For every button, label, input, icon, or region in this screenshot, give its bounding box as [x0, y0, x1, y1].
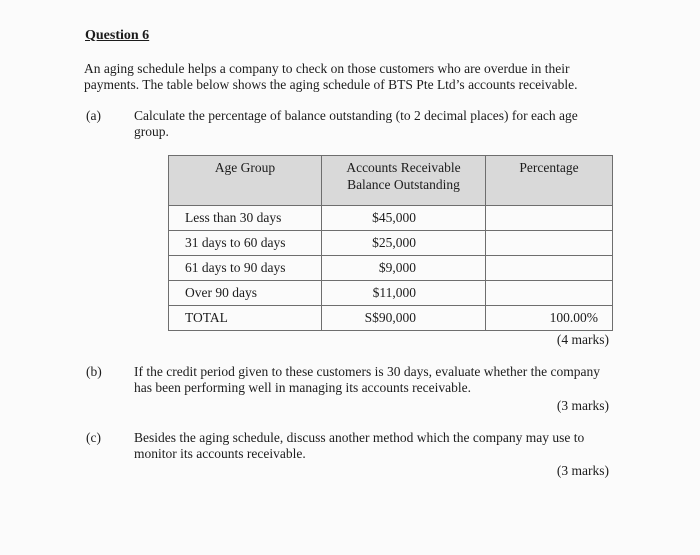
header-percentage: Percentage: [486, 156, 613, 206]
age-group-cell: 61 days to 90 days: [169, 256, 322, 281]
part-c-marks: (3 marks): [556, 463, 609, 478]
part-c-label: (c): [86, 430, 101, 445]
part-a-label: (a): [86, 108, 101, 123]
table-header-row: [169, 156, 613, 206]
table-row: [169, 281, 613, 306]
aging-schedule-table: [168, 155, 613, 331]
balance-cell: S$90,000: [322, 306, 486, 331]
age-group-cell: 31 days to 60 days: [169, 231, 322, 256]
part-b-label: (b): [86, 364, 102, 379]
percentage-cell: [486, 281, 613, 306]
table-row: [169, 231, 613, 256]
part-b-marks: (3 marks): [556, 398, 609, 413]
header-age-group: Age Group: [169, 156, 322, 206]
age-group-cell: Less than 30 days: [169, 206, 322, 231]
part-a-marks: (4 marks): [556, 332, 609, 347]
percentage-cell: [486, 206, 613, 231]
balance-cell: $9,000: [322, 256, 486, 281]
part-c-text: Besides the aging schedule, discuss another method which the company may use to monitor its accounts receivable.: [134, 430, 585, 461]
percentage-cell: 100.00%: [486, 306, 613, 331]
age-group-cell: TOTAL: [169, 306, 322, 331]
question-intro: An aging schedule helps a company to check on those customers who are overdue in their payments. The table below shows the aging schedule of BTS Pte Ltd’s accounts receivable.: [84, 61, 578, 92]
percentage-cell: [486, 256, 613, 281]
balance-cell: $25,000: [322, 231, 486, 256]
balance-cell: $11,000: [322, 281, 486, 306]
question-title: Question 6: [85, 28, 150, 43]
balance-cell: $45,000: [322, 206, 486, 231]
age-group-cell: Over 90 days: [169, 281, 322, 306]
table-row: [169, 256, 613, 281]
table-row: [169, 206, 613, 231]
part-a-text: Calculate the percentage of balance outstanding (to 2 decimal places) for each age group.: [134, 108, 578, 139]
part-b-text: If the credit period given to these customers is 30 days, evaluate whether the company has been performing well in managing its accounts receivable.: [134, 364, 600, 395]
header-accounts-receivable: Accounts Receivable Balance Outstanding: [322, 156, 486, 206]
percentage-cell: [486, 231, 613, 256]
table-row-total: [169, 306, 613, 331]
